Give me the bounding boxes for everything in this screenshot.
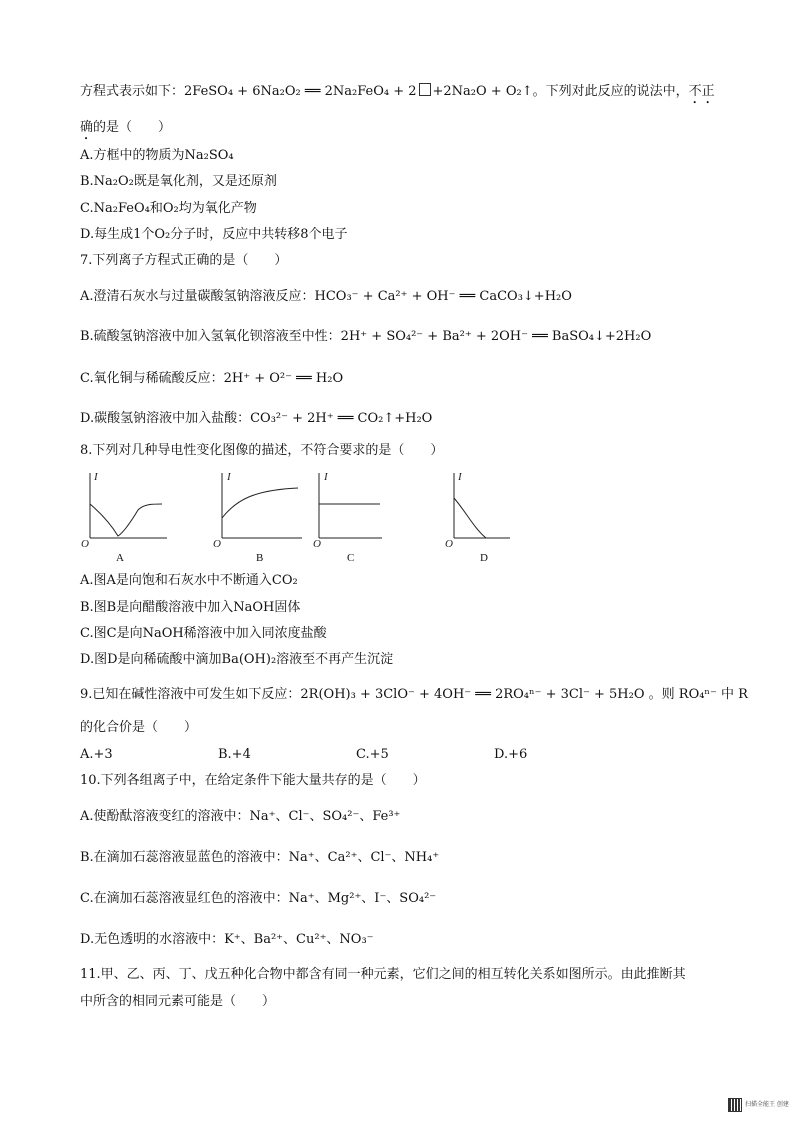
q8-option-d: D.图D是向稀硫酸中滴加Ba(OH)₂溶液至不再产生沉淀 xyxy=(80,652,394,667)
graph-c-y-label: I xyxy=(324,471,328,483)
graph-b xyxy=(214,468,304,548)
q6-option-b: B.Na₂O₂既是氧化剂，又是还原剂 xyxy=(80,174,277,189)
q11-stem-line1: 11.甲、乙、丙、丁、戊五种化合物中都含有同一种元素，它们之间的相互转化关系如图所示。由此推断其 xyxy=(80,967,686,982)
scanner-watermark: 扫描全能王 创建 xyxy=(745,1101,789,1108)
q10-option-b: B.在滴加石蕊溶液显蓝色的溶液中：Na⁺、Ca²⁺、Cl⁻、NH₄⁺ xyxy=(80,850,440,865)
graph-a-label: A xyxy=(116,552,124,564)
q6-emphasis: 不正 xyxy=(688,84,715,99)
q8-option-b: B.图B是向醋酸溶液中加入NaOH固体 xyxy=(80,600,301,615)
q10-option-d: D.无色透明的水溶液中：K⁺、Ba²⁺、Cu²⁺、NO₃⁻ xyxy=(80,932,374,947)
graph-a-y-label: I xyxy=(94,471,98,483)
q8-option-c: C.图C是向NaOH稀溶液中加入同浓度盐酸 xyxy=(80,626,327,641)
graph-b-curve xyxy=(222,488,298,518)
q6-stem-end: 的是（ ） xyxy=(93,120,172,135)
q9-option-c: C.+5 xyxy=(356,747,389,762)
q10-option-c: C.在滴加石蕊溶液显红色的溶液中：Na⁺、Mg²⁺、I⁻、SO₄²⁻ xyxy=(80,891,437,906)
graph-d-origin: O xyxy=(445,538,453,550)
q9-option-d: D.+6 xyxy=(494,747,528,762)
q7-stem: 7.下列离子方程式正确的是（ ） xyxy=(80,253,288,268)
q6-stem-line1 xyxy=(80,83,715,107)
q10-stem: 10.下列各组离子中，在给定条件下能大量共存的是（ ） xyxy=(80,773,426,788)
q9-stem-line2: 的化合价是（ ） xyxy=(80,720,198,735)
graph-d-y-label: I xyxy=(458,471,462,483)
q11-stem-line2: 中所含的相同元素可能是（ ） xyxy=(80,994,276,1009)
graph-c-label: C xyxy=(347,552,355,564)
graph-c xyxy=(314,468,404,548)
graph-a-origin: O xyxy=(81,538,89,550)
q6-option-c: C.Na₂FeO₄和O₂均为氧化产物 xyxy=(80,201,257,216)
q6-emphasis-2: 确 xyxy=(80,120,94,135)
blank-box xyxy=(419,83,431,96)
q9-stem-line1: 9.已知在碱性溶液中可发生如下反应：2R(OH)₃ + 3ClO⁻ + 4OH⁻ ══ 2RO₄ⁿ⁻ + 3Cl⁻ + 5H₂O 。则 RO₄ⁿ⁻ 中 R xyxy=(80,687,748,702)
graph-b-label: B xyxy=(256,552,264,564)
q6-stem-line2 xyxy=(80,119,171,143)
q8-option-a: A.图A是向饱和石灰水中不断通入CO₂ xyxy=(80,573,298,588)
q9-option-b: B.+4 xyxy=(218,747,251,762)
q6-option-a: A.方框中的物质为Na₂SO₄ xyxy=(80,148,234,163)
graph-d-label: D xyxy=(480,552,488,564)
graph-d-curve xyxy=(454,498,486,538)
q7-option-c: C.氧化铜与稀硫酸反应：2H⁺ + O²⁻ ══ H₂O xyxy=(80,371,344,386)
graph-b-origin: O xyxy=(213,538,221,550)
qr-code-icon xyxy=(728,1098,742,1112)
q9-option-a: A.+3 xyxy=(80,747,113,762)
q6-equation: 方程式表示如下：2FeSO₄ + 6Na₂O₂ ══ 2Na₂FeO₄ + 2 xyxy=(80,84,417,99)
graph-a-curve xyxy=(90,504,162,536)
q6-equation-tail: +2Na₂O + O₂↑。下列对此反应的说法中， xyxy=(432,84,689,99)
graph-c-origin: O xyxy=(313,538,321,550)
q7-option-a: A.澄清石灰水与过量碳酸氢钠溶液反应：HCO₃⁻ + Ca²⁺ + OH⁻ ══ CaCO₃↓+H₂O xyxy=(80,289,572,304)
q7-option-d: D.碳酸氢钠溶液中加入盐酸：CO₃²⁻ + 2H⁺ ══ CO₂↑+H₂O xyxy=(80,411,433,426)
graph-b-y-label: I xyxy=(227,471,231,483)
q7-option-b: B.硫酸氢钠溶液中加入氢氧化钡溶液至中性：2H⁺ + SO₄²⁻ + Ba²⁺ + 2OH⁻ ══ BaSO₄↓+2H₂O xyxy=(80,329,652,344)
graph-d xyxy=(446,468,536,548)
q10-option-a: A.使酚酞溶液变红的溶液中：Na⁺、Cl⁻、SO₄²⁻、Fe³⁺ xyxy=(80,809,401,824)
graph-a xyxy=(82,468,172,548)
q8-stem: 8.下列对几种导电性变化图像的描述，不符合要求的是（ ） xyxy=(80,443,444,458)
q6-option-d: D.每生成1个O₂分子时，反应中共转移8个电子 xyxy=(80,227,348,242)
